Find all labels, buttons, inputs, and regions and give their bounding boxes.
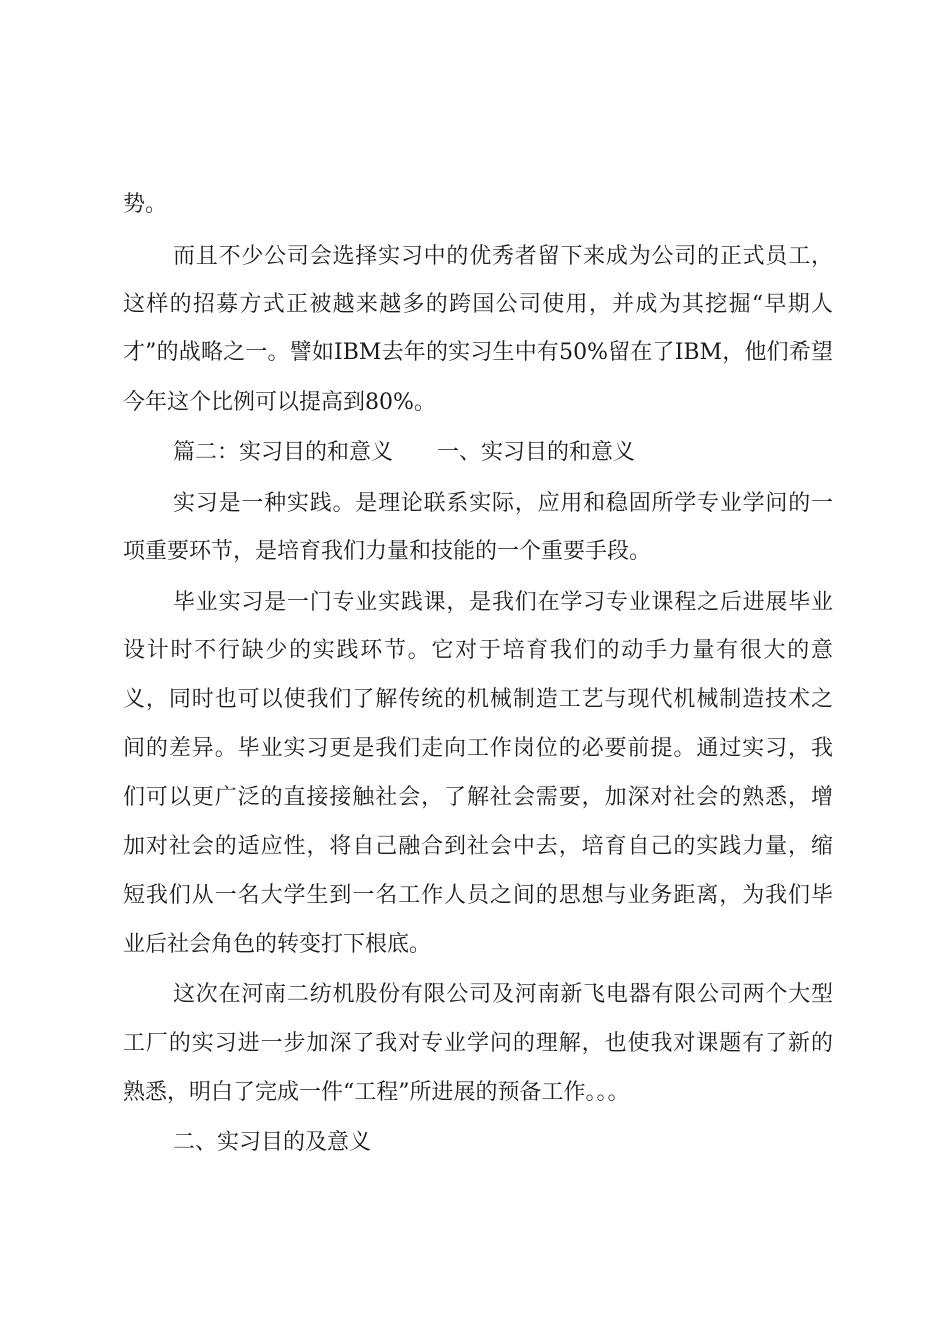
text-line: 短我们从一名大学生到一名工作人员之间的思想与业务距离，为我们毕	[123, 883, 833, 908]
section-heading: 二、实习目的及意义	[173, 1130, 372, 1155]
text-line: 今年这个比例可以提高到80%。	[123, 390, 436, 415]
text-line: 才”的战略之一。譬如IBM去年的实习生中有50%留在了IBM，他们希望	[123, 340, 833, 365]
text-line: 们可以更广泛的直接接触社会，了解社会需要，加深对社会的熟悉，增	[123, 785, 833, 810]
text-line: 实习是一种实践。是理论联系实际，应用和稳固所学专业学问的一	[173, 491, 833, 516]
text-line: 业后社会角色的转变打下根底。	[123, 932, 432, 957]
text-line: 工厂的实习进一步加深了我对专业学问的理解，也使我对课题有了新的	[123, 1031, 833, 1056]
text-line: 毕业实习是一门专业实践课，是我们在学习专业课程之后进展毕业	[173, 590, 833, 615]
section-heading: 篇二：实习目的和意义 一、实习目的和意义	[173, 440, 636, 465]
text-line: 义，同时也可以使我们了解传统的机械制造工艺与现代机械制造技术之	[123, 687, 833, 712]
text-line: 而且不少公司会选择实习中的优秀者留下来成为公司的正式员工，	[173, 244, 833, 269]
text-line: 这样的招募方式正被越来越多的跨国公司使用，并成为其挖掘“早期人	[123, 292, 833, 317]
text-line: 这次在河南二纺机股份有限公司及河南新飞电器有限公司两个大型	[173, 982, 833, 1007]
text-line: 势。	[123, 192, 168, 217]
text-line: 项重要环节，是培育我们力量和技能的一个重要手段。	[123, 539, 652, 564]
text-line: 设计时不行缺少的实践环节。它对于培育我们的动手力量有很大的意	[123, 638, 833, 663]
text-line: 间的差异。毕业实习更是我们走向工作岗位的必要前提。通过实习，我	[123, 736, 833, 761]
text-line: 加对社会的适应性，将自己融合到社会中去，培育自己的实践力量，缩	[123, 834, 833, 859]
text-line: 熟悉，明白了完成一件“工程”所进展的预备工作。。。	[123, 1080, 630, 1105]
